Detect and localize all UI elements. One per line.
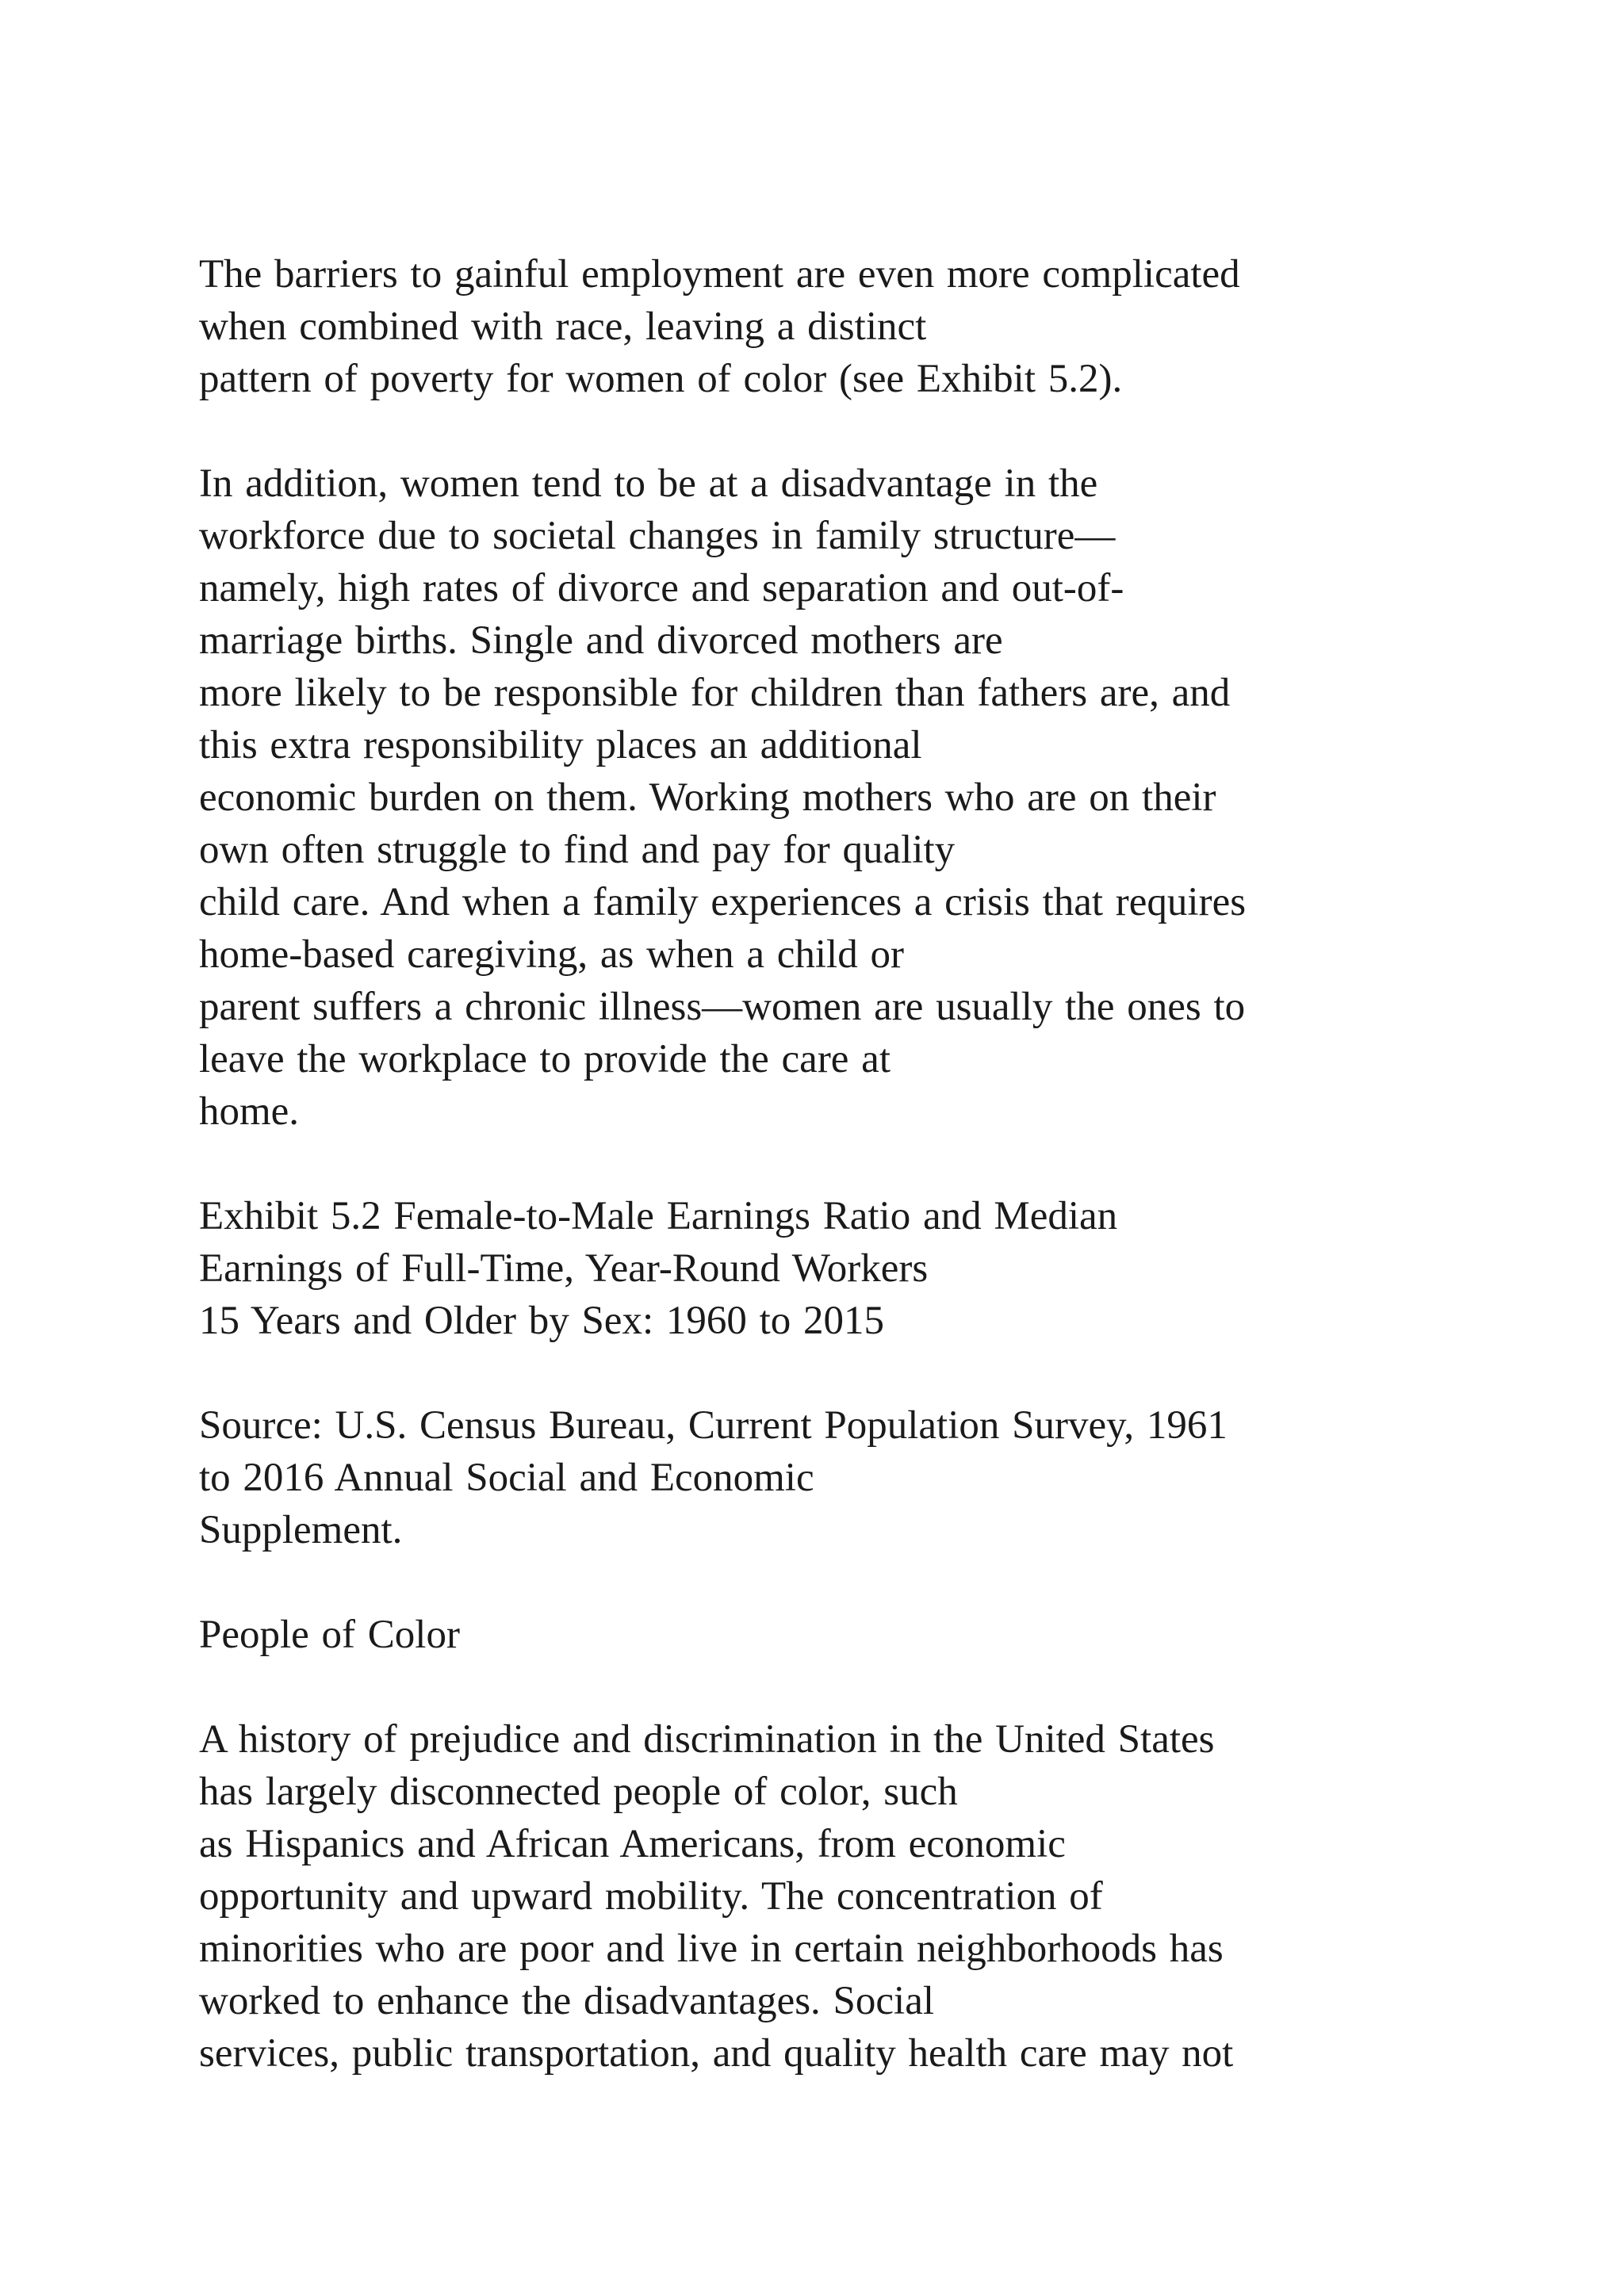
text-line: Source: U.S. Census Bureau, Current Population Survey, 1961 xyxy=(199,1403,1228,1448)
text-line: to 2016 Annual Social and Economic xyxy=(199,1456,814,1500)
paragraph-people-of-color xyxy=(199,1713,1547,2080)
document-body xyxy=(199,248,1547,2132)
text-line: economic burden on them. Working mothers who are on their xyxy=(199,775,1216,820)
text-line: A history of prejudice and discrimination in the United States xyxy=(199,1717,1215,1762)
text-line: The barriers to gainful employment are even more complicated xyxy=(199,252,1240,297)
text-line: opportunity and upward mobility. The concentration of xyxy=(199,1874,1103,1919)
text-line: this extra responsibility places an additional xyxy=(199,723,922,767)
section-heading xyxy=(199,1609,1547,1661)
text-line: more likely to be responsible for children than fathers are, and xyxy=(199,671,1231,715)
exhibit-caption xyxy=(199,1190,1547,1347)
text-line: when combined with race, leaving a distinct xyxy=(199,304,927,349)
text-line: pattern of poverty for women of color (see Exhibit 5.2). xyxy=(199,357,1123,401)
text-line: Supplement. xyxy=(199,1508,403,1552)
text-line: has largely disconnected people of color, such xyxy=(199,1770,958,1814)
text-line: child care. And when a family experiences a crisis that requires xyxy=(199,880,1247,924)
text-line: 15 Years and Older by Sex: 1960 to 2015 xyxy=(199,1299,885,1343)
text-line: Exhibit 5.2 Female-to-Male Earnings Ratio and Median xyxy=(199,1194,1118,1238)
paragraph-barriers xyxy=(199,248,1547,405)
text-line: home. xyxy=(199,1089,300,1134)
text-line: In addition, women tend to be at a disadvantage in the xyxy=(199,461,1098,506)
text-line: minorities who are poor and live in certain neighborhoods has xyxy=(199,1927,1224,1971)
text-line: as Hispanics and African Americans, from economic xyxy=(199,1822,1066,1866)
text-line: marriage births. Single and divorced mothers are xyxy=(199,618,1003,663)
text-line: parent suffers a chronic illness—women are usually the ones to xyxy=(199,985,1246,1029)
text-line: own often struggle to find and pay for quality xyxy=(199,828,956,872)
paragraph-disadvantage xyxy=(199,457,1547,1138)
text-line: workforce due to societal changes in family structure— xyxy=(199,514,1116,558)
text-line: home-based caregiving, as when a child or xyxy=(199,932,904,977)
text-line: services, public transportation, and quality health care may not xyxy=(199,2031,1234,2076)
text-line: Earnings of Full-Time, Year-Round Workers xyxy=(199,1246,929,1291)
heading-text: People of Color xyxy=(199,1613,460,1657)
text-line: worked to enhance the disadvantages. Social xyxy=(199,1979,935,2023)
text-line: leave the workplace to provide the care at xyxy=(199,1037,891,1081)
source-note xyxy=(199,1399,1547,1556)
text-line: namely, high rates of divorce and separation and out-of- xyxy=(199,566,1124,610)
